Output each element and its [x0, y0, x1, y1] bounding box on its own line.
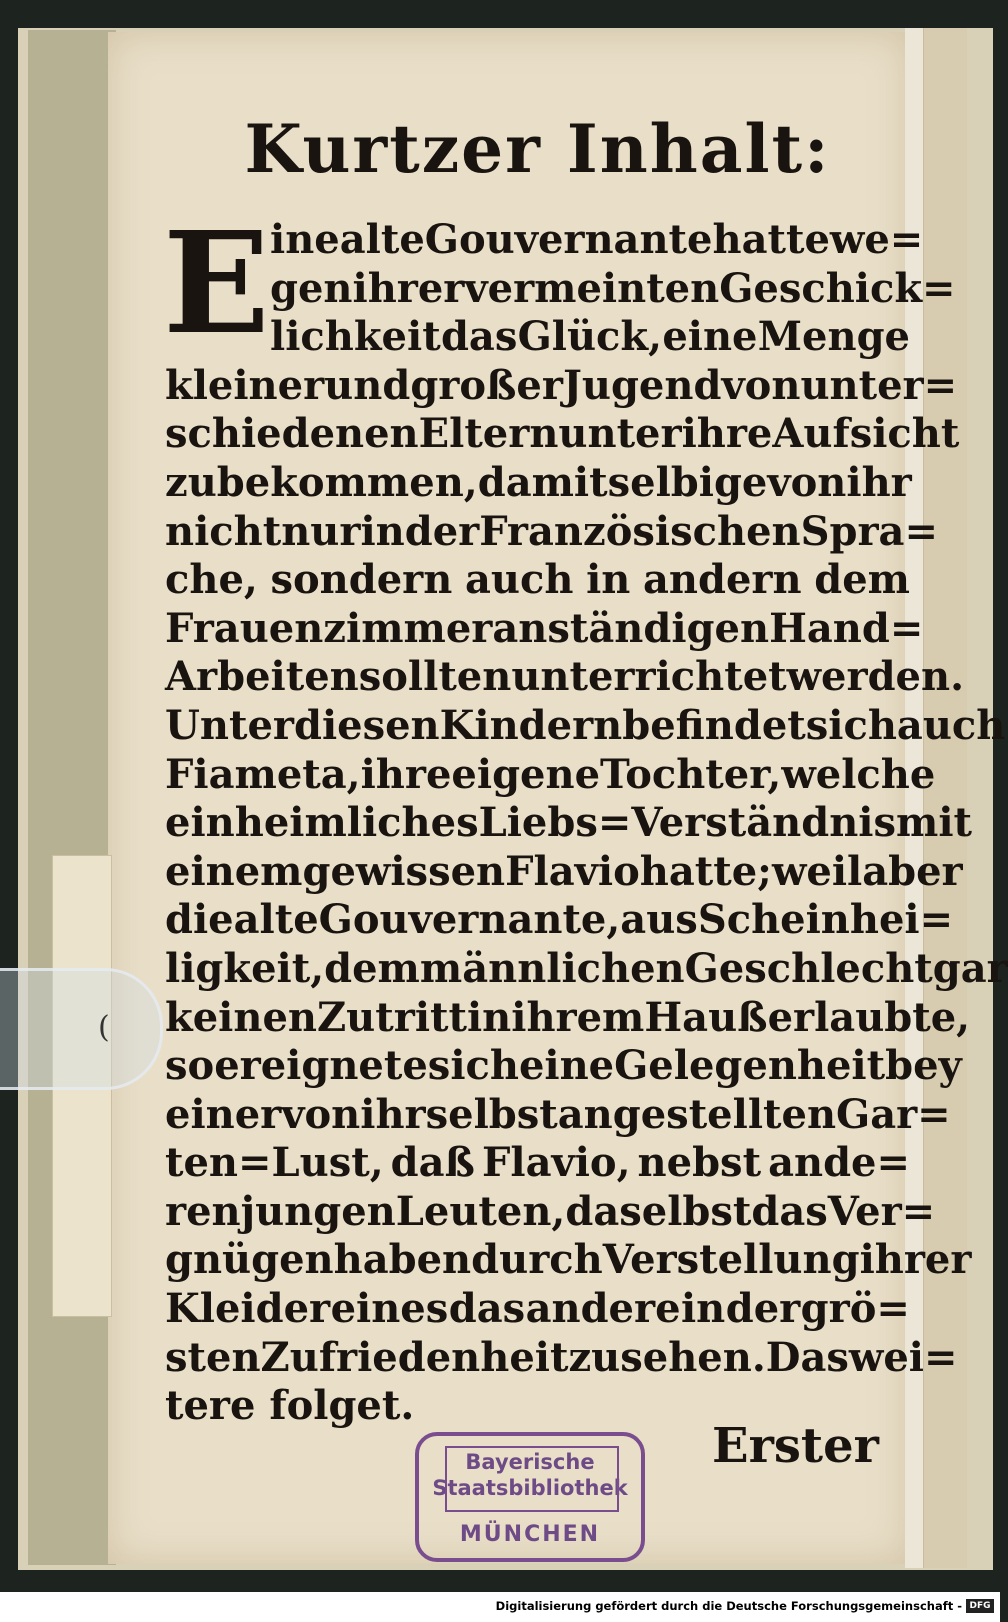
text-line: gen ihrer vermeinten Geschick=: [270, 264, 956, 312]
stamp-line-3: MÜNCHEN: [459, 1522, 601, 1547]
text-line: zu bekommen, damit selbige von ihr: [165, 458, 912, 506]
text-line: Arbeiten sollten unterrichtet werden.: [165, 653, 965, 701]
drop-cap: E: [163, 202, 270, 366]
stamp-line-2: Staatsbibliothek: [432, 1476, 628, 1500]
text-line: lichkeit das Glück, eine Menge: [270, 313, 910, 361]
text-line: gnügen haben durch Verstellung ihrer: [165, 1236, 972, 1284]
catchword: Erster: [712, 1418, 879, 1474]
text-line: schiedenen Eltern unter ihre Aufsicht: [165, 410, 960, 458]
text-line: die alte Gouvernante, aus Scheinhei=: [165, 896, 954, 944]
binding-strip: [28, 30, 116, 1565]
text-line: Fiameta, ihre eigene Tochter, welche: [165, 750, 936, 798]
text-line: ligkeit, dem männlichen Geschlecht gar: [165, 944, 1008, 992]
text-line: einer von ihr selbst angestellten Gar=: [165, 1090, 951, 1138]
text-line: Frauenzimmer anständigen Hand=: [165, 604, 924, 652]
funding-credit: Digitalisierung gefördert durch die Deutsche Forschungsgemeinschaft -: [495, 1599, 962, 1613]
text-line: Kleider eines das andere in der grö=: [165, 1285, 910, 1333]
library-stamp: [415, 1432, 645, 1562]
dfg-logo: DFG: [966, 1599, 994, 1613]
text-line: ein heimliches Liebs=Verständnis mit: [165, 799, 973, 847]
text-line: ine alte Gouvernante hatte we=: [270, 216, 924, 263]
text-line: tere folget.: [165, 1382, 415, 1430]
text-line: che, sondern auch in andern dem: [165, 556, 910, 604]
summary-paragraph: [163, 202, 1008, 1431]
page-title: Kurtzer Inhalt:: [244, 110, 831, 188]
text-line: einem gewissen Flavio hatte; weil aber: [165, 847, 963, 895]
page-clip: [0, 968, 163, 1090]
stamp-line-1: Bayerische: [465, 1450, 595, 1474]
clip-mark: (: [98, 1010, 110, 1045]
text-line: kleiner und großer Jugend von unter=: [165, 361, 958, 409]
text-line: nicht nur in der Französischen Spra=: [165, 507, 938, 555]
text-line: ren jungen Leuten, daselbst das Ver=: [165, 1187, 936, 1235]
footer-bar: [0, 1592, 1000, 1622]
text-line: Unter diesen Kindern befindet sich auch: [165, 701, 1006, 749]
text-line: keinen Zutritt in ihrem Hauß erlaubte,: [165, 993, 971, 1041]
text-line: so ereignete sich eine Gelegenheit bey: [165, 1042, 962, 1090]
text-line: ten=Lust, daß Flavio, nebst ande=: [165, 1139, 910, 1187]
text-line: sten Zufriedenheit zu sehen. Das wei=: [165, 1333, 958, 1381]
text-lines: [163, 202, 1008, 1431]
page-content: [163, 100, 1008, 1431]
